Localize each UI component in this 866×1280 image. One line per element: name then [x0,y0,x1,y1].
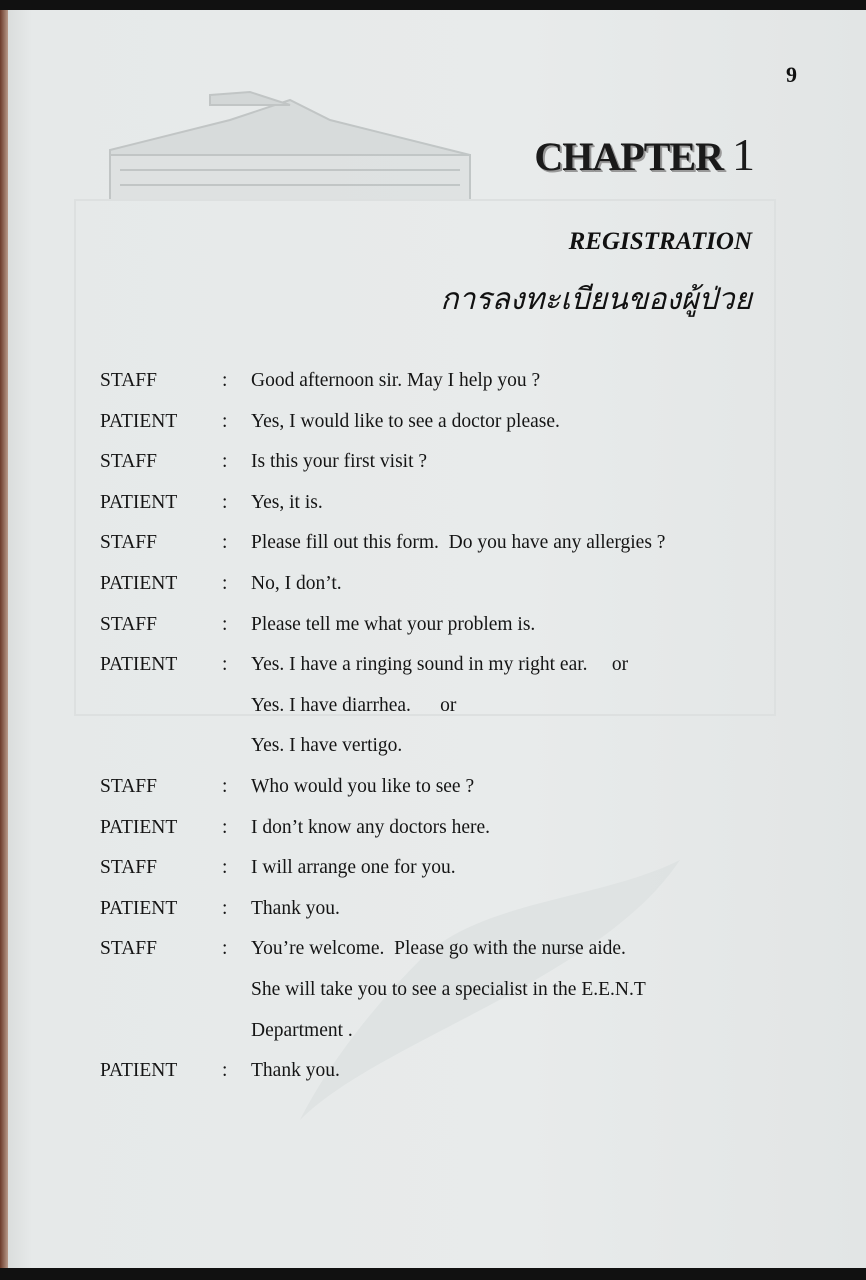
colon: : [222,816,228,838]
speaker: PATIENT [100,1060,178,1082]
dialogue-text: Please tell me what your problem is. [251,613,536,635]
speaker: STAFF [100,938,157,960]
colon: : [222,532,228,554]
colon: : [222,573,228,594]
dialogue-line [0,776,866,802]
colon: : [222,654,228,676]
dialogue-line [0,938,866,964]
dialogue-text: Yes. I have a ringing sound in my right ear. or [251,654,629,676]
dialogue-text: Who would you like to see ? [251,776,475,797]
dialogue-line [0,451,866,477]
dialogue-text: Yes. I have diarrhea. or [251,694,457,716]
chapter-label: CHAPTER [534,134,723,179]
colon: : [222,410,228,432]
colon: : [222,897,228,919]
dialogue-line [0,411,866,437]
dialogue-text: I will arrange one for you. [251,857,456,879]
speaker: STAFF [100,776,157,797]
dialogue-line [0,614,866,640]
dialogue-line [0,695,866,721]
dialogue-line [0,817,866,843]
dialogue-line [0,370,866,396]
dialogue-text: She will take you to see a specialist in the E.E.N.T [251,979,646,1000]
dialogue-text: Please fill out this form. Do you have any allergies ? [251,532,666,554]
speaker: PATIENT [100,816,178,838]
dialogue-line [0,532,866,558]
chapter-number: 1 [732,129,754,180]
dialogue-text: Good afternoon sir. May I help you ? [251,370,541,391]
speaker: STAFF [100,451,157,473]
colon: : [222,613,228,635]
speaker: STAFF [100,613,157,635]
dialogue-text: Yes, it is. [251,491,323,513]
chapter-heading [534,128,754,181]
dialogue-text: No, I don’t. [251,573,342,594]
dialogue-text: Thank you. [251,1060,340,1082]
dialogue-line [0,1020,866,1046]
colon: : [222,857,228,879]
dialogue-text: I don’t know any doctors here. [251,816,490,838]
dialogue-text: Thank you. [251,897,340,919]
dialogue-line [0,735,866,761]
speaker: STAFF [100,532,157,554]
colon: : [222,491,228,513]
dialogue-text: Department . [251,1019,353,1041]
speaker: STAFF [100,370,157,391]
speaker: PATIENT [100,654,178,676]
page-number: 9 [786,62,797,87]
section-title-thai: การลงทะเบียนของผู้ป่วย [440,282,752,317]
dialogue-line [0,654,866,680]
dialogue-line [0,979,866,1005]
dialogue-line [0,492,866,518]
colon: : [222,938,228,960]
dialogue-line [0,898,866,924]
dialogue-line [0,1060,866,1086]
speaker: PATIENT [100,491,178,513]
speaker: STAFF [100,857,157,879]
dialogue-line [0,857,866,883]
dialogue-text: You’re welcome. Please go with the nurse aide. [251,938,626,960]
dialogue-text: Yes, I would like to see a doctor please. [251,410,560,432]
dialogue-text: Yes. I have vertigo. [251,735,403,757]
dialogue-text: Is this your first visit ? [251,451,428,473]
section-title: REGISTRATION [568,228,752,255]
colon: : [222,1060,228,1082]
speaker: PATIENT [100,410,178,432]
speaker: PATIENT [100,573,178,594]
colon: : [222,451,228,473]
dialogue-line [0,573,866,599]
colon: : [222,370,228,391]
colon: : [222,776,228,797]
speaker: PATIENT [100,897,178,919]
